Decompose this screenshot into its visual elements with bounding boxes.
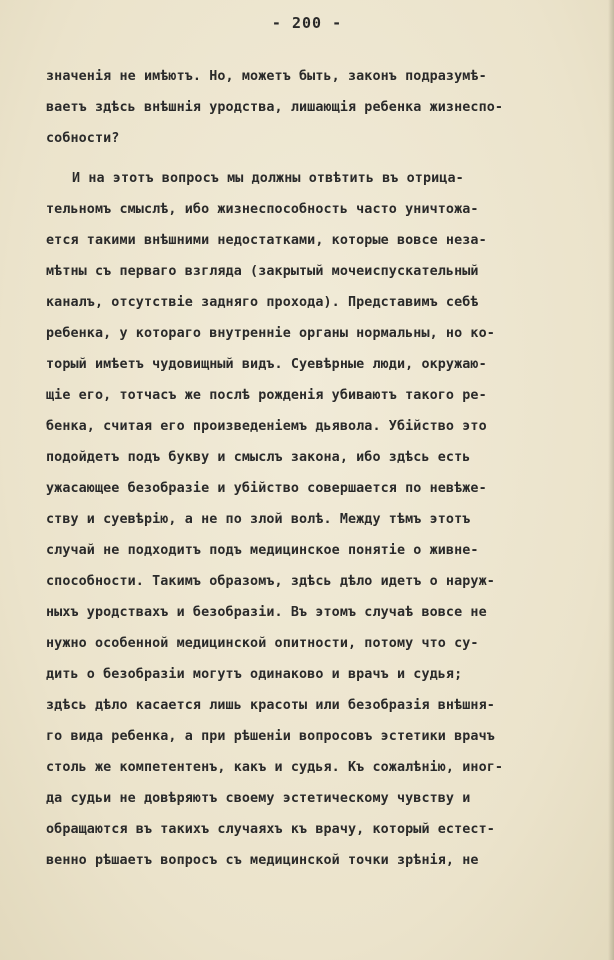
text-line: каналъ, отсутствіе задняго прохода). Представимъ себѣ bbox=[46, 295, 479, 310]
text-line: ваетъ здѣсь внѣшнія уродства, лишающія ребенка жизнеспо- bbox=[46, 100, 504, 115]
text-line: ребенка, у котораго внутренніе органы нормальны, но ко- bbox=[46, 326, 495, 341]
text-line: ужасающее безобразіе и убійство совершается по невѣже- bbox=[46, 481, 487, 496]
text-line: обращаются въ такихъ случаяхъ къ врачу, который естест- bbox=[46, 822, 495, 837]
text-line: ныхъ уродствахъ и безобразіи. Въ этомъ случаѣ вовсе не bbox=[46, 605, 487, 620]
text-line: ству и суевѣрію, а не по злой волѣ. Между тѣмъ этотъ bbox=[46, 512, 471, 527]
text-line: ется такими внѣшними недостатками, которые вовсе неза- bbox=[46, 233, 487, 248]
text-line: столь же компетентенъ, какъ и судья. Къ сожалѣнію, иног- bbox=[46, 760, 504, 775]
text-line: здѣсь дѣло касается лишь красоты или безобразія внѣшня- bbox=[46, 698, 495, 713]
text-line: венно рѣшаетъ вопросъ съ медицинской точки зрѣнія, не bbox=[46, 853, 479, 868]
text-line: нужно особенной медицинской опитности, потому что су- bbox=[46, 636, 479, 651]
text-line: да судьи не довѣряютъ своему эстетическому чувству и bbox=[46, 791, 471, 806]
paragraph-first-line: И на этотъ вопросъ мы должны отвѣтить въ отрица- bbox=[72, 171, 464, 186]
text-line: бенка, считая его произведеніемъ дьявола. Убійство это bbox=[46, 419, 487, 434]
page-edge-shadow bbox=[608, 0, 614, 960]
text-line: мѣтны съ перваго взгляда (закрытый мочеиспускательный bbox=[46, 264, 479, 279]
text-line: подойдетъ подъ букву и смыслъ закона, ибо здѣсь есть bbox=[46, 450, 471, 465]
text-line: торый имѣетъ чудовищный видъ. Суевѣрные люди, окружаю- bbox=[46, 357, 487, 372]
text-line: тельномъ смыслѣ, ибо жизнеспособность часто уничтожа- bbox=[46, 202, 479, 217]
text-line: случай не подходитъ подъ медицинское понятіе о живне- bbox=[46, 543, 479, 558]
text-line: значенія не имѣютъ. Но, можетъ быть, законъ подразумѣ- bbox=[46, 69, 487, 84]
text-line: собности? bbox=[46, 131, 120, 146]
text-line: дить о безобразіи могутъ одинаково и врачъ и судья; bbox=[46, 667, 463, 682]
text-line: го вида ребенка, а при рѣшеніи вопросовъ эстетики врачъ bbox=[46, 729, 495, 744]
page-number: - 200 - bbox=[271, 14, 343, 32]
body-text bbox=[46, 61, 586, 876]
text-line: способности. Такимъ образомъ, здѣсь дѣло идетъ о наруж- bbox=[46, 574, 495, 589]
text-line: щіе его, тотчасъ же послѣ рожденія убиваютъ такого ре- bbox=[46, 388, 487, 403]
